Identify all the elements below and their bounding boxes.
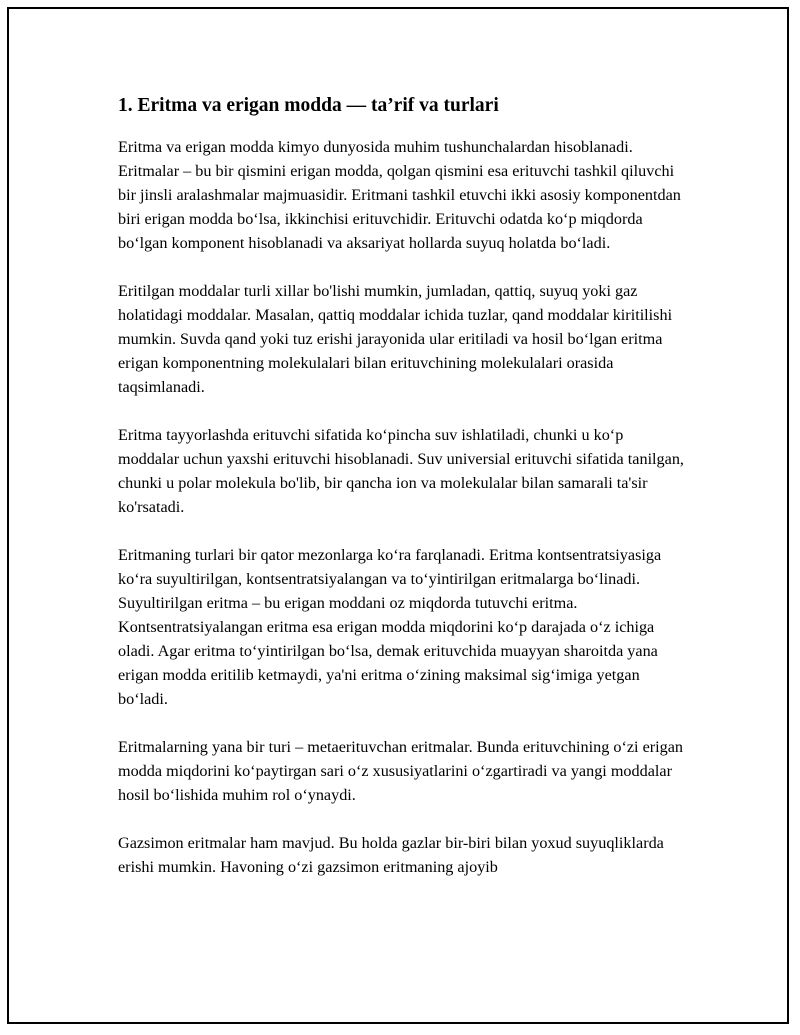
section-heading: 1. Eritma va erigan modda — ta’rif va turlari <box>118 95 499 116</box>
paragraph-5: Eritmalarning yana bir turi – metaerituvchan eritmalar. Bunda erituvchining o‘zi erigan modda miqdorini ko‘paytirgan sari o‘z xususiyatlarini o‘zgartiradi va yangi moddalar hosil bo‘lishida muhim rol o‘ynaydi. <box>118 738 684 804</box>
paragraph-6: Gazsimon eritmalar ham mavjud. Bu holda gazlar bir-biri bilan yoxud suyuqliklarda erishi mumkin. Havoning o‘zi gazsimon eritmaning ajoyib <box>118 834 664 876</box>
paragraph-3: Eritma tayyorlashda erituvchi sifatida ko‘pincha suv ishlatiladi, chunki u ko‘p moddalar uchun yaxshi erituvchi hisoblanadi. Suv universial erituvchi sifatida tanilgan, chunki u polar molekula bo'lib, bir qancha ion va molekulalar bilan samarali ta'sir ko'rsatadi. <box>118 426 684 516</box>
paragraph-1: Eritma va erigan modda kimyo dunyosida muhim tushunchalardan hisoblanadi. Eritmalar – bu bir qismini erigan modda, qolgan qismini esa erituvchi tashkil qiluvchi bir jinsli aralashmalar majmuasidir. Eritmani tashkil etuvchi ikki asosiy komponentdan biri erigan modda bo‘lsa, ikkinchisi erituvchidir. Erituvchi odatda ko‘p miqdorda bo‘lgan komponent hisoblanadi va aksariyat hollarda suyuq holatda bo‘ladi. <box>118 138 681 252</box>
paragraph-4: Eritmaning turlari bir qator mezonlarga ko‘ra farqlanadi. Eritma kontsentratsiyasiga ko‘ra suyultirilgan, kontsentratsiyalangan va to‘yintirilgan eritmalarga bo‘linadi. Suyultirilgan eritma – bu erigan moddani oz miqdorda tutuvchi eritma. Kontsentratsiyalangan eritma esa erigan modda miqdorini ko‘p darajada o‘z ichiga oladi. Agar eritma to‘yintirilgan bo‘lsa, demak erituvchida muayyan sharoitda yana erigan modda eritilib ketmaydi, ya'ni eritma o‘zining maksimal sig‘imiga yetgan bo‘ladi. <box>118 546 662 708</box>
document-body <box>118 93 688 903</box>
paragraph-2: Eritilgan moddalar turli xillar bo'lishi mumkin, jumladan, qattiq, suyuq yoki gaz holatidagi moddalar. Masalan, qattiq moddalar ichida tuzlar, qand moddalar kiritilishi mumkin. Suvda qand yoki tuz erishi jarayonida ular eritiladi va hosil bo‘lgan eritma erigan komponentning molekulalari bilan erituvchining molekulalari orasida taqsimlanadi. <box>118 282 673 396</box>
